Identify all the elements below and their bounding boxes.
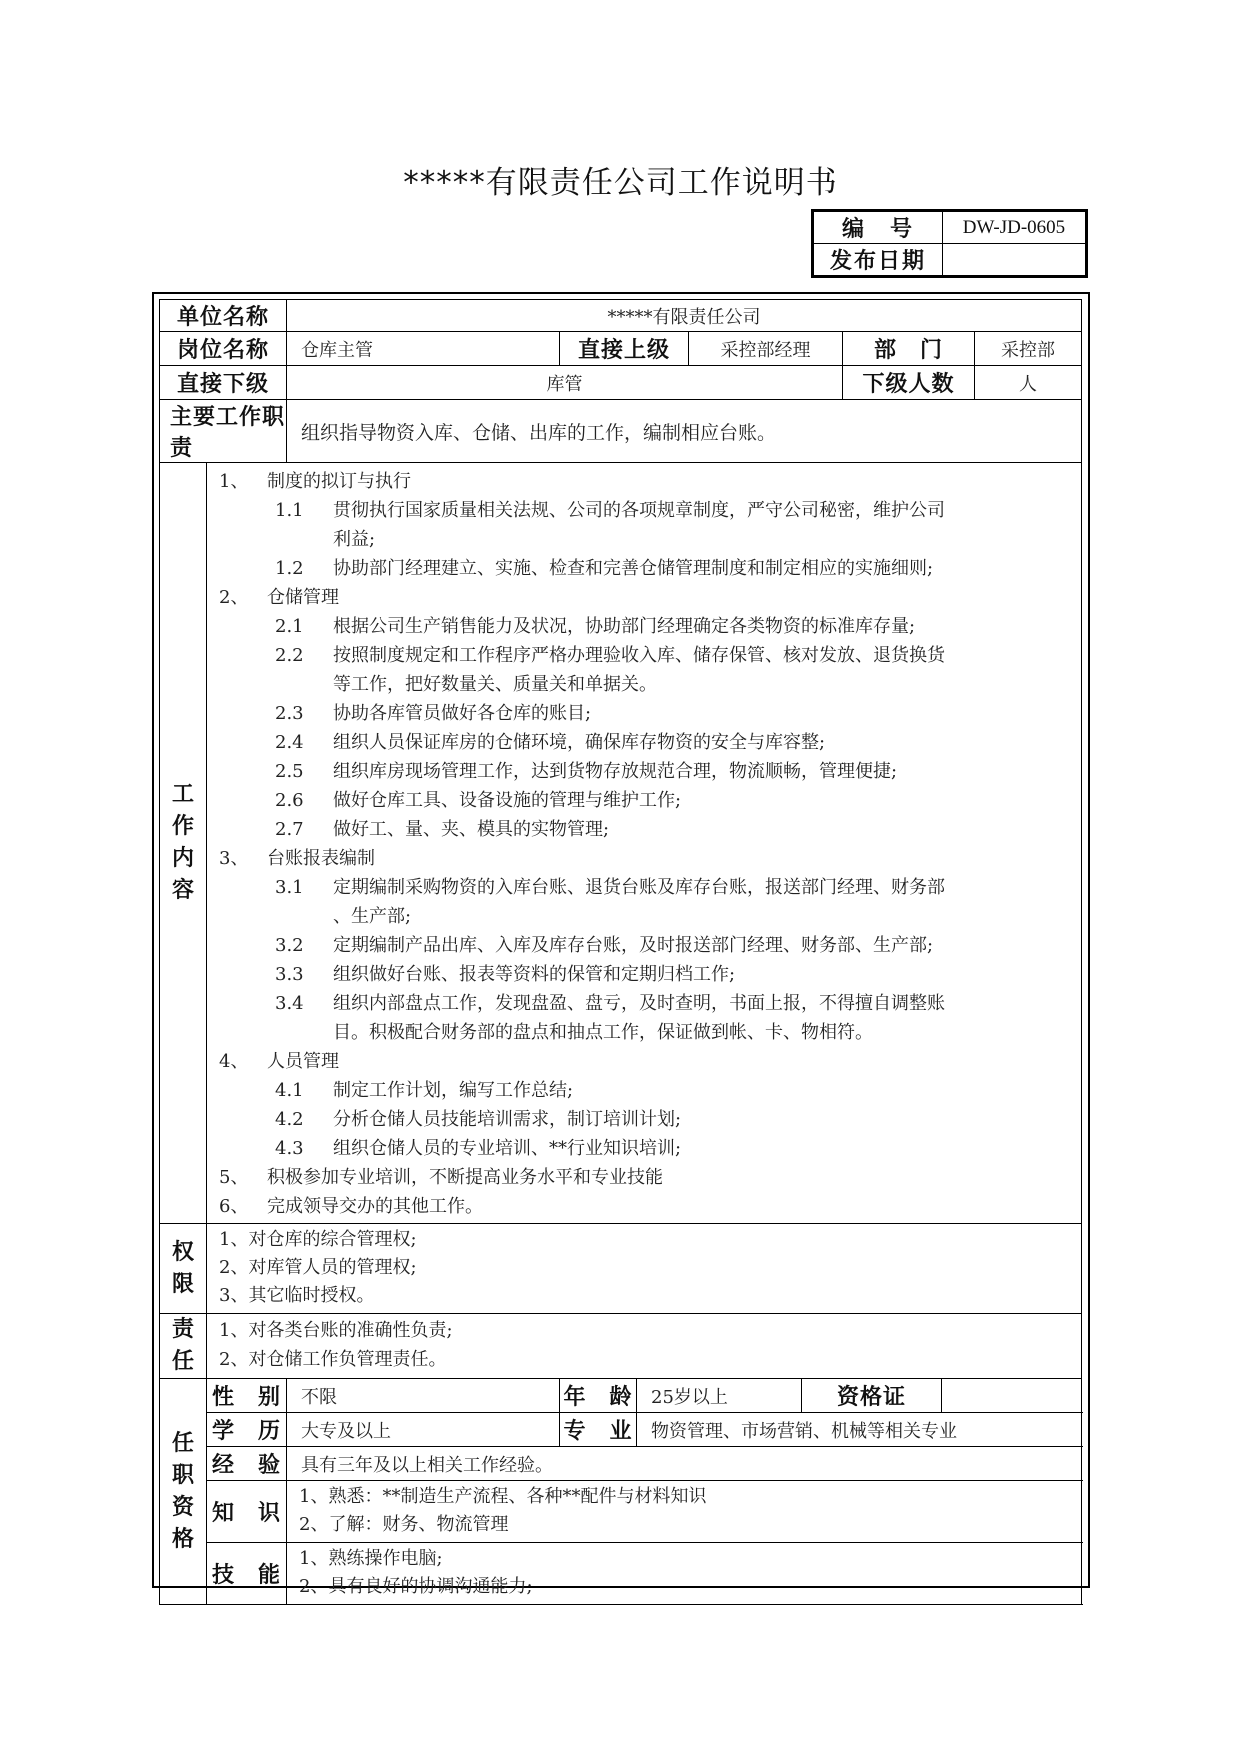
authority-line: 3、其它临时授权。 xyxy=(219,1285,375,1306)
job-description-table xyxy=(159,299,1082,1605)
responsibility-label xyxy=(160,1314,207,1379)
work-line xyxy=(219,902,1071,931)
work-line-number: 2.7 xyxy=(275,819,304,840)
work-line xyxy=(219,1163,1071,1192)
work-line xyxy=(219,1192,1071,1221)
work-line xyxy=(219,641,1071,670)
department-label: 部 门 xyxy=(843,332,975,366)
qualification-label xyxy=(160,1379,207,1605)
work-line-number: 2.4 xyxy=(275,732,304,753)
work-line xyxy=(219,1134,1071,1163)
work-line-number: 2.5 xyxy=(275,761,304,782)
gender-value: 不限 xyxy=(287,1379,560,1413)
work-line-number: 2.1 xyxy=(275,616,304,637)
major-label: 专 业 xyxy=(560,1413,637,1447)
experience-label: 经 验 xyxy=(207,1447,287,1481)
main-duty-label: 主要工作职责 xyxy=(160,400,287,463)
major-value: 物资管理、市场营销、机械等相关专业 xyxy=(637,1413,1082,1447)
unit-name-value: *****有限责任公司 xyxy=(287,300,1082,332)
work-line-number: 4.1 xyxy=(275,1080,304,1101)
knowledge-line: 2、了解：财务、物流管理 xyxy=(299,1514,509,1535)
work-line xyxy=(219,670,1071,699)
work-line xyxy=(219,583,1071,612)
authority-line: 1、对仓库的综合管理权; xyxy=(219,1229,417,1250)
work-line-text: 积极参加专业培训，不断提高业务水平和专业技能 xyxy=(267,1167,663,1188)
responsibility-content xyxy=(207,1314,1082,1379)
work-line-text: 、生产部; xyxy=(333,906,412,927)
work-line-number: 3.2 xyxy=(275,935,304,956)
doc-number-table xyxy=(811,209,1088,278)
education-label: 学 历 xyxy=(207,1413,287,1447)
work-line xyxy=(219,873,1071,902)
age-label: 年 龄 xyxy=(560,1379,637,1413)
work-line xyxy=(219,699,1071,728)
authority-content xyxy=(207,1224,1082,1314)
work-line-text: 组织人员保证库房的仓储环境，确保库存物资的安全与库容整; xyxy=(333,732,826,753)
document-title: *****有限责任公司工作说明书 xyxy=(403,165,838,201)
work-line-text: 做好工、量、夹、模具的实物管理; xyxy=(333,819,610,840)
work-line-number: 2.6 xyxy=(275,790,304,811)
work-line-text: 组织做好台账、报表等资料的保管和定期归档工作; xyxy=(333,964,736,985)
work-content-list xyxy=(207,463,1081,1223)
work-line-number: 3、 xyxy=(219,848,249,869)
work-line-number: 2.3 xyxy=(275,703,304,724)
work-line xyxy=(219,612,1071,641)
work-line-number: 6、 xyxy=(219,1196,249,1217)
subordinate-count-value: 人 xyxy=(975,366,1082,400)
work-line-number: 3.4 xyxy=(275,993,304,1014)
work-line-number: 5、 xyxy=(219,1167,249,1188)
work-line-text: 组织仓储人员的专业培训、**行业知识培训; xyxy=(333,1138,682,1159)
subordinate-value: 库管 xyxy=(287,366,843,400)
work-line-text: 分析仓储人员技能培训需求，制订培训计划; xyxy=(333,1109,682,1130)
work-line-text: 做好仓库工具、设备设施的管理与维护工作; xyxy=(333,790,682,811)
skill-line: 1、熟练操作电脑; xyxy=(299,1548,443,1569)
work-line xyxy=(219,1047,1071,1076)
work-line-number: 3.1 xyxy=(275,877,304,898)
work-line-text: 组织内部盘点工作，发现盘盈、盘亏，及时查明，书面上报，不得擅自调整账 xyxy=(333,993,945,1014)
work-line xyxy=(219,931,1071,960)
work-line-text: 等工作，把好数量关、质量关和单据关。 xyxy=(333,674,657,695)
certificate-label: 资格证 xyxy=(802,1379,942,1413)
authority-line: 2、对库管人员的管理权; xyxy=(219,1257,417,1278)
work-line-text: 协助部门经理建立、实施、检查和完善仓储管理制度和制定相应的实施细则; xyxy=(333,558,934,579)
work-line-number: 1.1 xyxy=(275,500,304,521)
education-value: 大专及以上 xyxy=(287,1413,560,1447)
work-line xyxy=(219,525,1071,554)
work-line xyxy=(219,757,1071,786)
work-line-text: 贯彻执行国家质量相关法规、公司的各项规章制度，严守公司秘密，维护公司 xyxy=(333,500,945,521)
work-line xyxy=(219,554,1071,583)
work-line xyxy=(219,728,1071,757)
work-line-number: 4、 xyxy=(219,1051,249,1072)
authority-label xyxy=(160,1224,207,1314)
work-line-text: 组织库房现场管理工作，达到货物存放规范合理，物流顺畅，管理便捷; xyxy=(333,761,898,782)
work-line-text: 台账报表编制 xyxy=(267,848,375,869)
work-line xyxy=(219,1105,1071,1134)
superior-label: 直接上级 xyxy=(560,332,689,366)
work-line-text: 协助各库管员做好各仓库的账目; xyxy=(333,703,592,724)
doc-number-label: 编 号 xyxy=(813,211,943,244)
work-line-text: 制定工作计划，编写工作总结; xyxy=(333,1080,574,1101)
work-line-number: 3.3 xyxy=(275,964,304,985)
work-content-label-text: 工作内容 xyxy=(171,782,194,903)
work-line xyxy=(219,786,1071,815)
work-line xyxy=(219,960,1071,989)
responsibility-line: 1、对各类台账的准确性负责; xyxy=(219,1320,453,1341)
work-line xyxy=(219,467,1071,496)
work-line-number: 2、 xyxy=(219,587,249,608)
work-line-text: 完成领导交办的其他工作。 xyxy=(267,1196,483,1217)
experience-value: 具有三年及以上相关工作经验。 xyxy=(287,1447,1082,1481)
work-line-text: 仓储管理 xyxy=(267,587,339,608)
post-name-label: 岗位名称 xyxy=(160,332,287,366)
skill-label: 技 能 xyxy=(207,1543,287,1605)
superior-value: 采控部经理 xyxy=(689,332,843,366)
qualification-label-text: 任职资格 xyxy=(171,1430,194,1552)
work-content-label xyxy=(160,463,207,1224)
authority-label-text: 权限 xyxy=(171,1239,194,1297)
work-line xyxy=(219,496,1071,525)
doc-number-value: DW-JD-0605 xyxy=(943,211,1087,244)
department-value: 采控部 xyxy=(975,332,1082,366)
work-line xyxy=(219,989,1071,1018)
knowledge-label: 知 识 xyxy=(207,1481,287,1543)
publish-date-label: 发布日期 xyxy=(813,244,943,277)
work-content xyxy=(207,463,1082,1224)
work-line-number: 1、 xyxy=(219,471,249,492)
subordinate-count-label: 下级人数 xyxy=(843,366,975,400)
main-duty-value: 组织指导物资入库、仓储、出库的工作，编制相应台账。 xyxy=(287,400,1082,463)
work-line-text: 人员管理 xyxy=(267,1051,339,1072)
skill-line: 2、具有良好的协调沟通能力; xyxy=(299,1576,533,1597)
certificate-value xyxy=(942,1379,1082,1413)
work-line-text: 根据公司生产销售能力及状况，协助部门经理确定各类物资的标准库存量; xyxy=(333,616,916,637)
work-line-text: 定期编制产品出库、入库及库存台账，及时报送部门经理、财务部、生产部; xyxy=(333,935,934,956)
unit-name-label: 单位名称 xyxy=(160,300,287,332)
skill-content xyxy=(287,1543,1082,1605)
work-line xyxy=(219,815,1071,844)
work-line-text: 按照制度规定和工作程序严格办理验收入库、储存保管、核对发放、退货换货 xyxy=(333,645,945,666)
subordinate-label: 直接下级 xyxy=(160,366,287,400)
work-line xyxy=(219,1018,1071,1047)
work-line-text: 利益; xyxy=(333,529,376,550)
work-line-text: 目。积极配合财务部的盘点和抽点工作，保证做到帐、卡、物相符。 xyxy=(333,1022,873,1043)
responsibility-line: 2、对仓储工作负管理责任。 xyxy=(219,1349,447,1370)
age-value: 25岁以上 xyxy=(637,1379,802,1413)
work-line-number: 1.2 xyxy=(275,558,304,579)
work-line xyxy=(219,844,1071,873)
work-line-number: 2.2 xyxy=(275,645,304,666)
responsibility-label-text: 责任 xyxy=(171,1317,194,1374)
work-line-number: 4.3 xyxy=(275,1138,304,1159)
gender-label: 性 别 xyxy=(207,1379,287,1413)
knowledge-content xyxy=(287,1481,1082,1543)
work-line-number: 4.2 xyxy=(275,1109,304,1130)
work-line xyxy=(219,1076,1071,1105)
work-line-text: 制度的拟订与执行 xyxy=(267,471,411,492)
post-name-value: 仓库主管 xyxy=(287,332,560,366)
publish-date-value xyxy=(943,244,1087,277)
work-line-text: 定期编制采购物资的入库台账、退货台账及库存台账，报送部门经理、财务部 xyxy=(333,877,945,898)
knowledge-line: 1、熟悉：**制造生产流程、各种**配件与材料知识 xyxy=(299,1486,707,1507)
